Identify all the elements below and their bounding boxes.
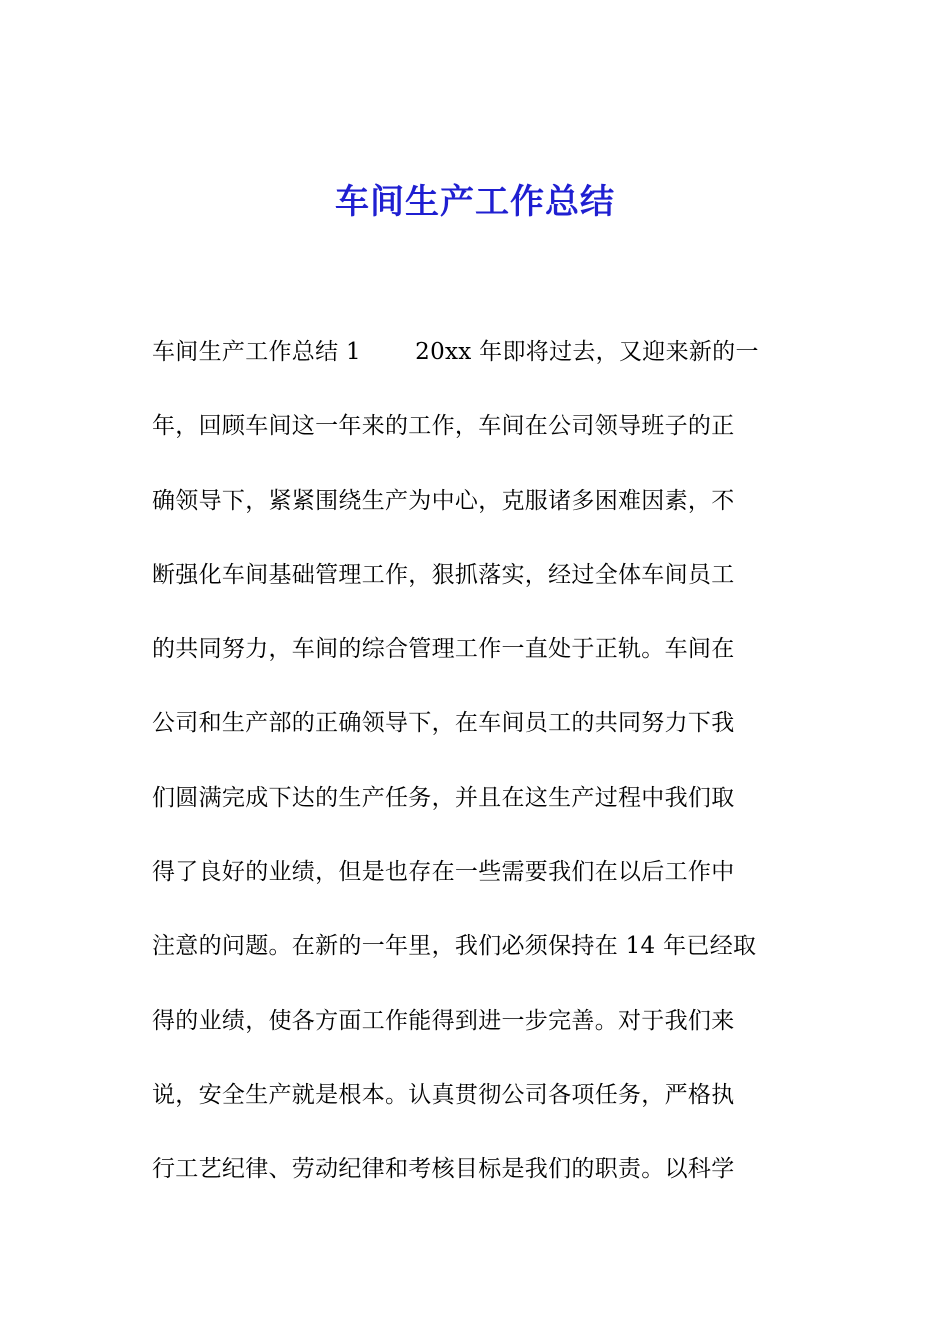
body-line: 确领导下，紧紧围绕生产为中心，克服诸多困难因素，不 [152, 487, 735, 514]
body-line: 断强化车间基础管理工作，狠抓落实，经过全体车间员工 [152, 561, 735, 588]
body-line: 年，回顾车间这一年来的工作，车间在公司领导班子的正 [152, 413, 735, 440]
body-line: 公司和生产部的正确领导下，在车间员工的共同努力下我 [152, 710, 735, 737]
body-line: 车间生产工作总结 1 20xx 年即将过去，又迎来新的一 [152, 339, 759, 365]
body-line: 们圆满完成下达的生产任务，并且在这生产过程中我们取 [152, 784, 735, 811]
document-title: 车间生产工作总结 [335, 182, 615, 222]
body-line: 得了良好的业绩，但是也存在一些需要我们在以后工作中 [152, 859, 735, 886]
body-line: 注意的问题。在新的一年里，我们必须保持在 14 年已经取 [152, 933, 757, 960]
body-line: 行工艺纪律、劳动纪律和考核目标是我们的职责。以科学 [152, 1156, 735, 1183]
body-line: 说，安全生产就是根本。认真贯彻公司各项任务，严格执 [152, 1081, 735, 1108]
body-line: 得的业绩，使各方面工作能得到进一步完善。对于我们来 [152, 1007, 735, 1034]
body-line: 的共同努力，车间的综合管理工作一直处于正轨。车间在 [152, 636, 735, 663]
document-body [152, 326, 802, 1218]
